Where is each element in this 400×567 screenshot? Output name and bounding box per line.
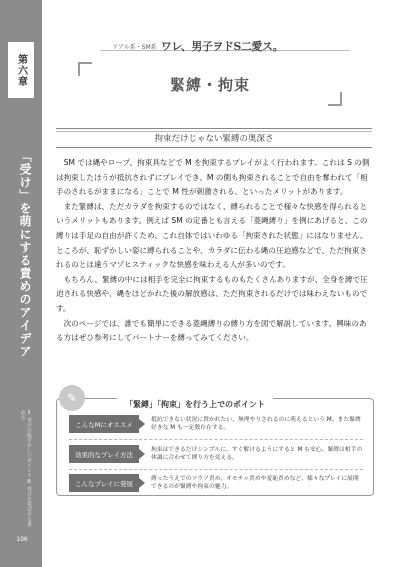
point-row: [69, 472, 363, 494]
point-label: 効果的なプレイ方法: [69, 445, 139, 463]
section-subtitle: [56, 128, 372, 148]
chapter-title: 「受け」を萌にする責めのアイデア: [18, 150, 32, 358]
row-divider: [69, 439, 363, 440]
point-row: [69, 443, 363, 465]
header-series-small: リアル系・SM系: [112, 43, 157, 51]
point-label: こんなプレイに発展: [69, 474, 139, 492]
arrow-icon: [139, 449, 145, 459]
paragraph: SM では縄やロープ、拘束具などで M を拘束するプレイがよく行われます。これは S の側は拘束したほうが抵抗されずにプレイでき、M の側も拘束されることで自由を奪われて「相手のされるがままになる」ことで M 性が刺激される、といったメリットがあります。: [56, 158, 370, 197]
corner-bracket: [328, 92, 342, 106]
arrow-icon: [139, 478, 145, 488]
point-title-wrap: [117, 392, 273, 411]
arrow-icon: [139, 419, 145, 429]
paragraph: もちろん、緊縛の中には相手を完全に拘束するものもたくさんありますが、全身を縛で圧迫される快感や、縄をほどかれた後の解放感は、ただ拘束されるだけでは味わえないものです。: [56, 274, 368, 313]
point-row: [69, 413, 363, 435]
point-label: こんなMにオススメ: [69, 415, 139, 433]
section-title: 緊縛・拘束: [169, 75, 250, 94]
side-note: Ⅱ 受けの恥ずかしいポイント Ⅲ 受けを悦ばせる責め方: [19, 410, 32, 527]
point-box: [56, 391, 374, 496]
point-title: 「緊縛」「拘束」を行う上でのポイント: [125, 400, 265, 409]
chapter-label: 第六章: [8, 42, 34, 98]
corner-bracket: [78, 62, 92, 76]
page-number: 106: [16, 536, 28, 543]
header-series-title: ワレ、男子ヲドS二愛ス。: [160, 40, 284, 53]
body-text: [56, 156, 372, 346]
running-header: [112, 34, 342, 58]
section-title-frame: [60, 62, 360, 106]
paragraph: 次のページでは、誰でも簡単にできる菱縄縛りの縛り方を図で解説しています。興味のある方はぜひ参考にしてパートナーを縛ってみてください。: [56, 318, 367, 343]
point-desc: 縛ったうえでのソウソ責め、オモチャ責めや羞恥責めなど、様々なプレイに展開できるのが緊縛や拘束の魅力。: [151, 476, 359, 490]
paragraph: また緊縛は、ただカラダを拘束するのではなく、縛られることで様々な快感を得られるというメリットもあります。例えば SM の定番とも言える「菱縄縛り」を例にあげると、この縛りは手足の自由が許くため、これ自体ではいわゆる「拘束された状態」にはなりません。ところが、恥ずかしい姿に縛られることや、カラダに伝わる縄の圧迫感などで、ただ拘束されるのとは違うマゾヒスティックな快感を味わえる人が多いのです。: [56, 201, 368, 270]
row-divider: [69, 469, 363, 470]
point-desc: 拘束はできるだけシンプルに。すぐ解けるようにすると M も安心。緊縛は相手の体調に合わせて縛り方を変える。: [151, 447, 363, 461]
point-desc: 抵抗できない状況に置かれたい、無理やりされるのに萌えるという M。また緊縛好きな M も一定数存在する。: [151, 417, 361, 431]
subtitle-text: 拘束だけじゃない緊縛の奥深さ: [154, 134, 274, 144]
pencil-icon: ✎: [59, 385, 85, 411]
